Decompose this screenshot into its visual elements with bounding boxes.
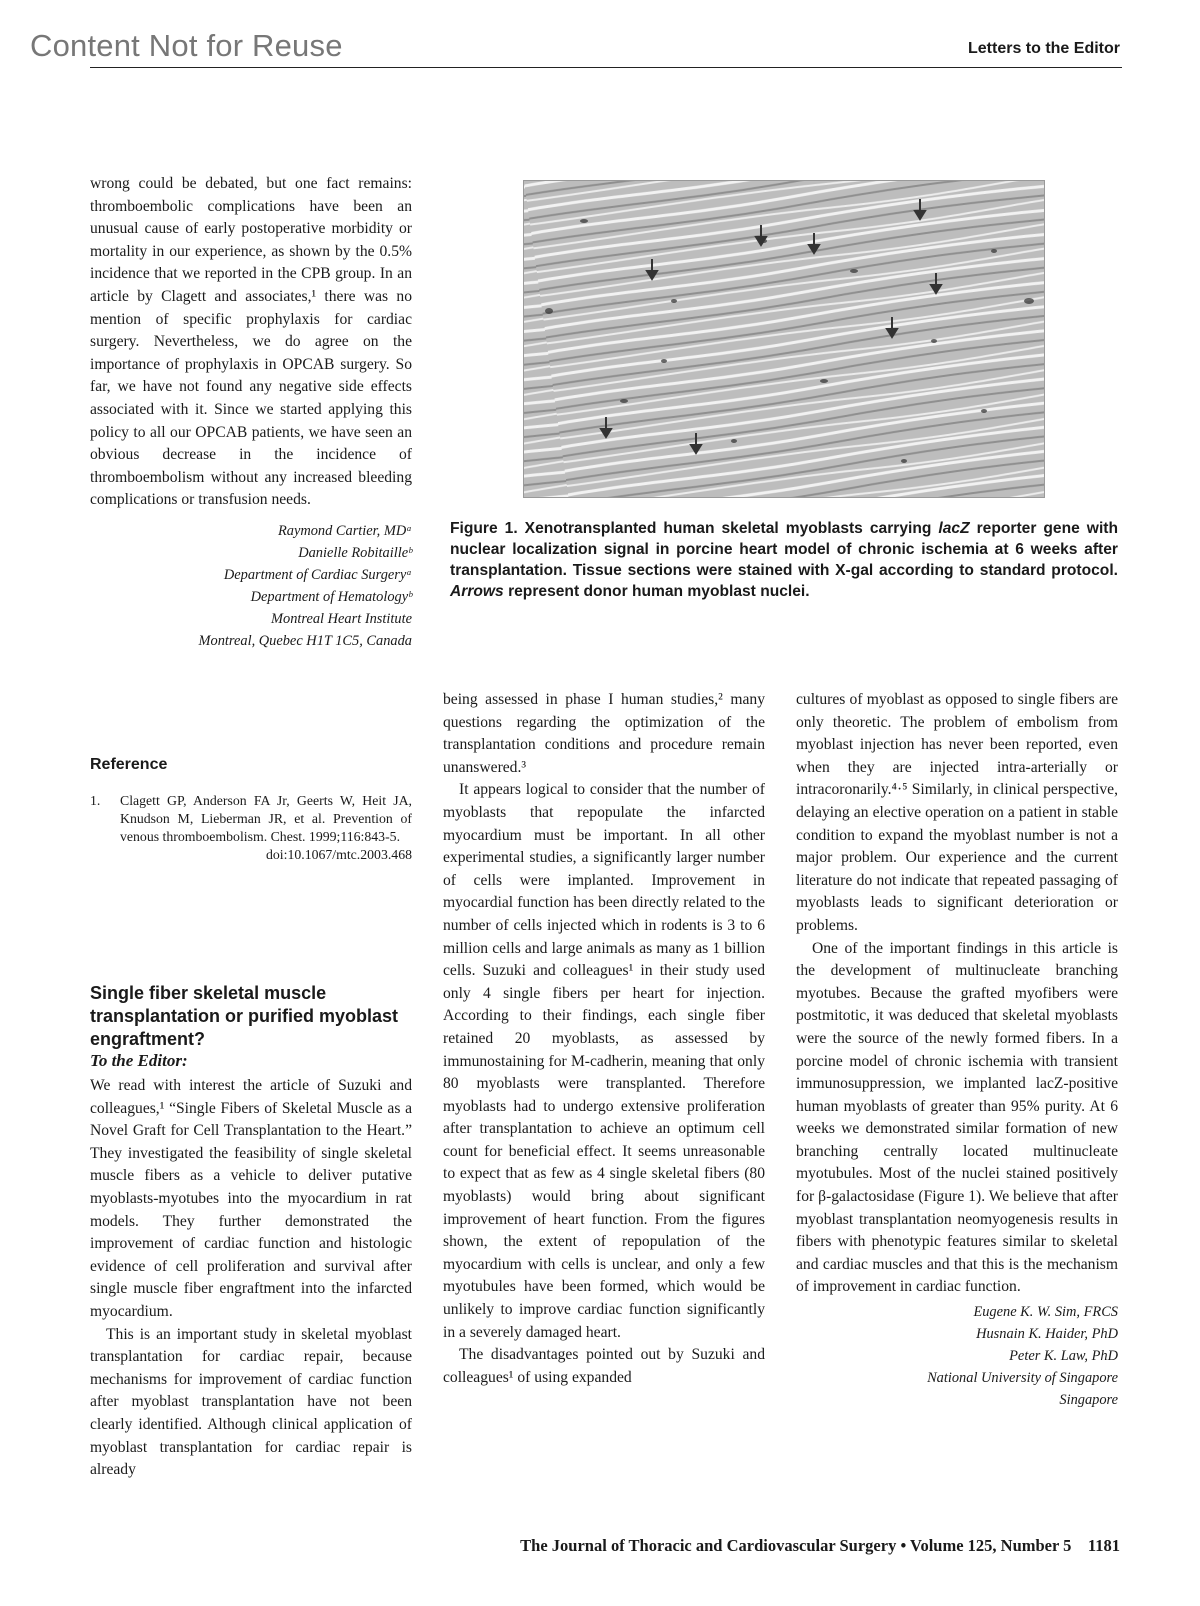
letter-column-3	[796, 689, 1118, 1411]
reference-number: 1.	[90, 793, 101, 808]
caption-arrows: Arrows	[450, 583, 504, 600]
salutation: To the Editor:	[90, 1051, 188, 1070]
caption-gene: lacZ	[938, 520, 970, 537]
signature-line: National University of Singapore	[927, 1370, 1118, 1387]
signature-line: Department of Cardiac Surgeryᵃ	[223, 566, 412, 583]
previous-letter-ending	[90, 173, 412, 652]
paragraph: One of the important findings in this article is the development of multinucleate branching myotubes. Because the grafted myofibers were postmitotic, it was deduced that skeletal myoblasts were the source of the newly formed fibers. In a porcine model of chronic ischemia with transient immunosuppression, we implanted lacZ-positive human myoblasts of greater than 95% purity. At 6 weeks we demonstrated similar formation of new branching centrally located multinucleate myotubules. Most of the nuclei stained positively for β-galactosidase (Figure 1). We believe that after myoblast transplantation neomyogenesis results in fibers with phenotypic features similar to skeletal and cardiac muscles and that this is the mechanism of improvement in cardiac function.	[796, 939, 1118, 1296]
caption-text: reporter gene with nuclear localization signal in porcine heart model of chronic ischemia at 6 weeks after transplantation. Tissue sections were stained with X-gal according to standard protocol.	[450, 520, 1118, 579]
figure-micrograph	[523, 180, 1045, 498]
signature-block	[90, 520, 412, 652]
paragraph: The disadvantages pointed out by Suzuki and colleagues¹ of using expanded	[443, 1346, 765, 1386]
letter-title: Single fiber skeletal muscle transplantation or purified myoblast engraftment?	[90, 983, 399, 1049]
signature-block	[796, 1301, 1118, 1411]
signature-line: Department of Hematologyᵇ	[250, 588, 412, 605]
paragraph: We read with interest the article of Suzuki and colleagues,¹ “Single Fibers of Skeletal Muscle as a Novel Graft for Cell Transplantation to the Heart.” They investigated the feasibility of single skeletal muscle fibers as a vehicle to deliver putative myoblasts-myotubes into the myocardium in rat models. They further demonstrated the improvement of cardiac function and histologic evidence of cell proliferation and survival after single muscle fiber engraftment into the infarcted myocardium.	[90, 1077, 412, 1320]
letter-column-2	[443, 689, 765, 1389]
page-footer: The Journal of Thoracic and Cardiovascular Surgery • Volume 125, Number 5 1181	[520, 1536, 1120, 1555]
paragraph: wrong could be debated, but one fact remains: thromboembolic complications have been an unusual cause of early postoperative morbidity or mortality in our experience, as shown by the 0.5% incidence that we reported in the CPB group. In an article by Clagett and associates,¹ there was no mention of specific prophylaxis for cardiac surgery. Nevertheless, we do agree on the importance of prophylaxis in OPCAB surgery. So far, we have not found any negative side effects associated with it. Since we started applying this policy to all our OPCAB patients, we have seen an obvious decrease in the incidence of thromboembolism without any increased bleeding complications or transfusion needs.	[90, 175, 412, 509]
caption-text: Xenotransplanted human skeletal myoblasts carrying	[517, 520, 939, 537]
signature-line: Montreal Heart Institute	[271, 610, 412, 627]
header-rule	[90, 67, 1122, 68]
signature-line: Montreal, Quebec H1T 1C5, Canada	[198, 632, 412, 649]
reference-list	[90, 792, 412, 864]
section-label: Letters to the Editor	[967, 40, 1120, 57]
caption-text: represent donor human myoblast nuclei.	[503, 583, 810, 600]
figure-caption	[450, 518, 1118, 602]
reference-heading: Reference	[90, 756, 168, 773]
paragraph: being assessed in phase I human studies,² many questions regarding the optimization of the transplantation conditions and procedure remain unanswered.³	[443, 691, 765, 776]
signature-line: Husnain K. Haider, PhD	[976, 1326, 1118, 1343]
signature-line: Raymond Cartier, MDᵃ	[277, 522, 412, 539]
reference-item	[90, 792, 412, 864]
paragraph: It appears logical to consider that the number of myoblasts that repopulate the infarcted myocardium must be important. In all other experimental studies, a significantly larger number of cells were implanted. Improvement in myocardial function has been directly related to the number of cells injected which in rodents is 3 to 6 million cells and large animals as many as 1 billion cells. Suzuki and colleagues¹ in their study used only 4 single fibers per heart for injection. According to their findings, each single fiber retained 20 myoblasts, as assessed by immunostaining for M-cadherin, meaning that only 80 myoblasts were transplanted. Therefore myoblasts had to undergo extensive proliferation after transplantation to achieve an optimum cell count for beneficial effect. It seems unreasonable to expect that as few as 4 single skeletal fibers (80 myoblasts) would bring about significant improvement of heart function. From the figures shown, the extent of repopulation of the myocardium with cells is unclear, and only a few myotubules have been formed, which would be unlikely to improve cardiac function significantly in a severely damaged heart.	[443, 781, 765, 1341]
paragraph: cultures of myoblast as opposed to single fibers are only theoretic. The problem of embolism from myoblast injection has never been reported, even when they are injected intra-arterially or intracoronarily.⁴·⁵ Similarly, in clinical perspective, delaying an elective operation on a patient in stable condition to expand the myoblast number is not a major problem. Our experience and the current literature do not indicate that repeated passaging of myoblasts leads to significant deterioration or problems.	[796, 691, 1118, 934]
signature-line: Peter K. Law, PhD	[1009, 1348, 1118, 1365]
signature-line: Danielle Robitailleᵇ	[298, 544, 412, 561]
reference-doi: doi:10.1067/mtc.2003.468	[265, 847, 412, 862]
signature-line: Eugene K. W. Sim, FRCS	[973, 1304, 1118, 1321]
signature-line: Singapore	[1059, 1392, 1118, 1409]
letter-column-1	[90, 1075, 412, 1482]
watermark: Content Not for Reuse	[30, 28, 343, 63]
figure-label: Figure 1.	[450, 520, 518, 537]
reference-text: Clagett GP, Anderson FA Jr, Geerts W, Heit JA, Knudson M, Lieberman JR, et al. Prevention of venous thromboembolism. Chest. 1999;116:843-5.	[120, 793, 412, 844]
paragraph: This is an important study in skeletal myoblast transplantation for cardiac repair, because mechanisms for improvement of cardiac function after myoblast transplantation have not been clearly identified. Although clinical application of myoblast transplantation for cardiac repair is already	[90, 1325, 412, 1479]
